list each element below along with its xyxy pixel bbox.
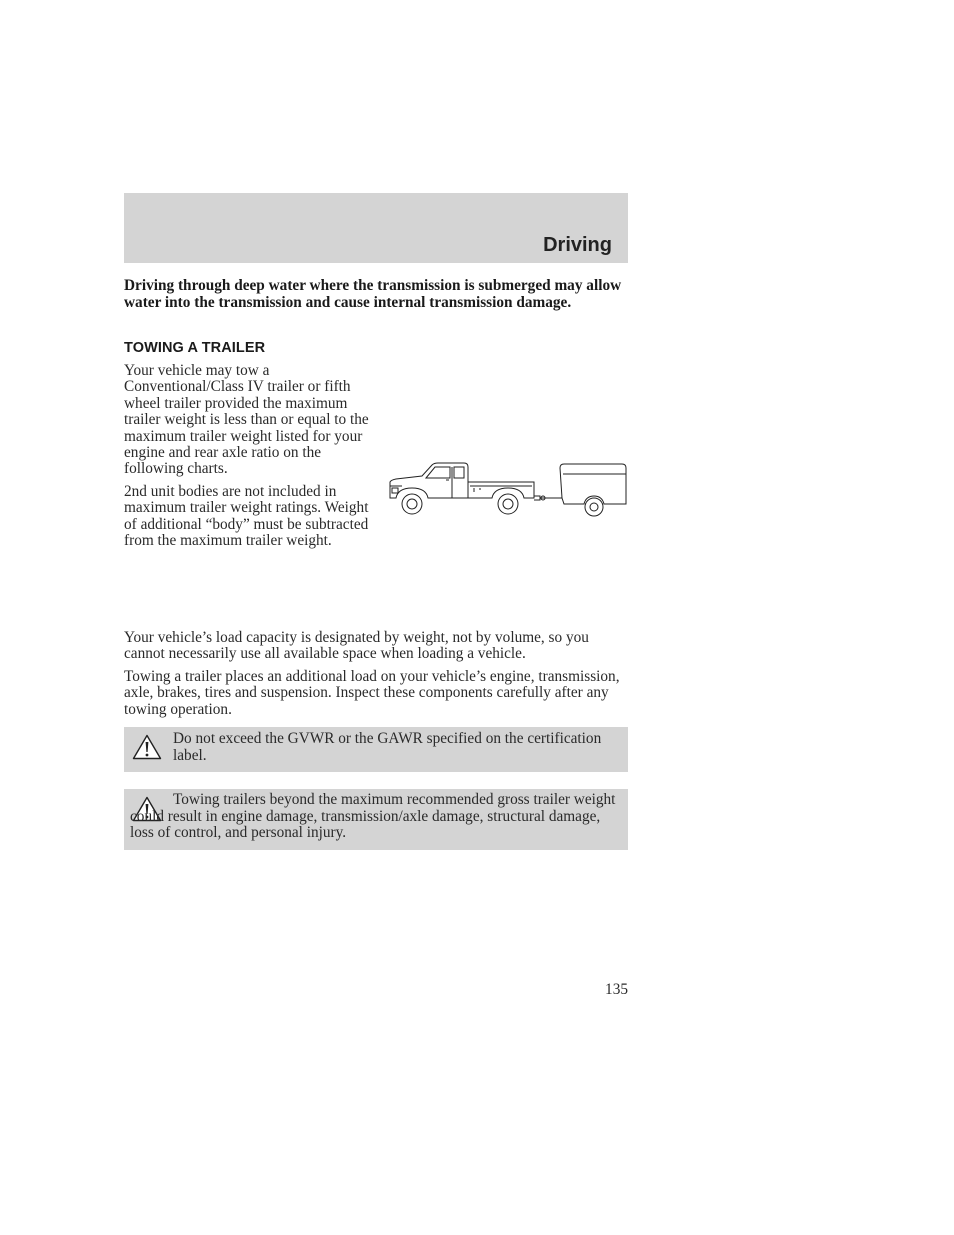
towing-paragraph-2: 2nd unit bodies are not included in maximum trailer weight ratings. Weight of additional “body” must be subtracted from the maximum trailer weight. xyxy=(124,483,369,550)
section-title: Driving xyxy=(543,234,612,256)
towing-heading: TOWING A TRAILER xyxy=(124,340,266,356)
truck-towing-trailer-icon xyxy=(388,460,628,520)
towing-load-paragraph: Towing a trailer places an additional load on your vehicle’s engine, transmission, axle, brakes, tires and suspension. Inspect these components carefully after any towing operation. xyxy=(124,668,620,718)
deep-water-warning-text: Driving through deep water where the transmission is submerged may allow water into the transmission and cause internal transmission damage. xyxy=(124,277,622,311)
warning-triangle-icon xyxy=(132,734,162,760)
warning-text-trailer-weight: Towing trailers beyond the maximum recommended gross trailer weight could result in engine damage, transmission/axle damage, structural damage, loss of control, and personal injury. xyxy=(130,791,616,841)
page-number: 135 xyxy=(605,981,628,998)
warning-box-trailer-weight xyxy=(124,789,628,850)
section-header-band xyxy=(124,193,628,263)
load-capacity-paragraph: Your vehicle’s load capacity is designated by weight, not by volume, so you cannot necessarily use all available space when loading a vehicle. xyxy=(124,629,589,663)
warning-box-gvwr xyxy=(124,727,628,772)
warning-text-gvwr: Do not exceed the GVWR or the GAWR specified on the certification label. xyxy=(173,730,602,764)
towing-paragraph-1: Your vehicle may tow a Conventional/Class IV trailer or fifth wheel trailer provided the maximum trailer weight is less than or equal to the maximum trailer weight listed for your engine and rear axle ratio on the following charts. xyxy=(124,362,369,478)
